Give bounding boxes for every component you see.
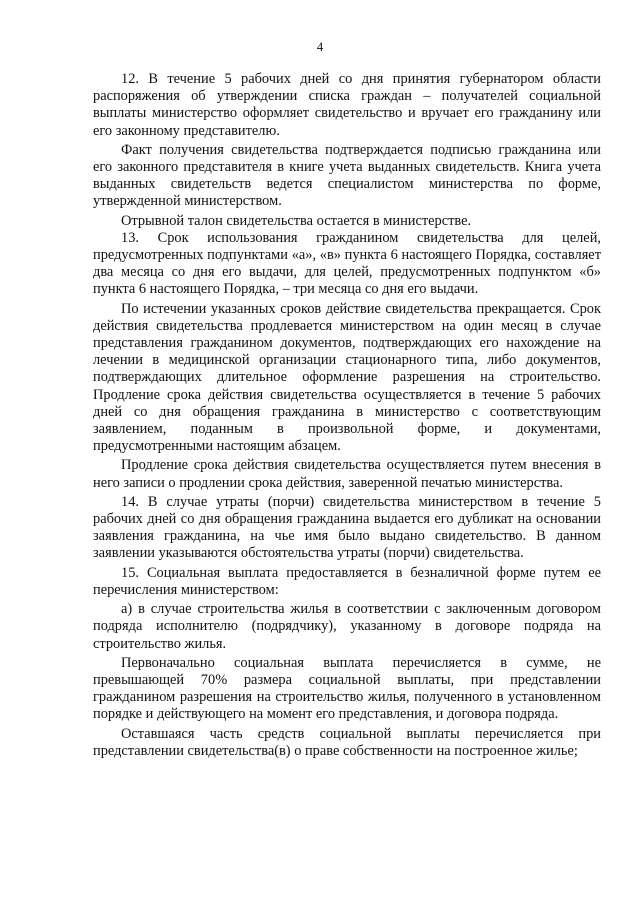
page-number: 4 xyxy=(316,39,324,54)
document-body xyxy=(93,71,601,760)
paragraph-13: 13. Срок использования гражданином свидетельства для целей, предусмотренных подпунктами «а», «в» пункта 6 настоящего Порядка, составляет два месяца со дня его выдачи, для целей, предусмотренных подпунктом «б» пункта 6 настоящего Порядка, – три месяца со дня его выдачи. xyxy=(93,229,601,298)
paragraph-tear-off-coupon: Отрывной талон свидетельства остается в министерстве. xyxy=(121,212,472,229)
paragraph-15-a: а) в случае строительства жилья в соответствии с заключенным договором подряда исполнителю (подрядчику), указанному в договоре подряда на строительство жилья. xyxy=(93,601,601,652)
paragraph-14: 14. В случае утраты (порчи) свидетельства министерством в течение 5 рабочих дней со дня обращения гражданина выдается его дубликат на основании заявления гражданина, на чье имя было выдано свидетельство. В данном заявлении указываются обстоятельства утраты (порчи) свидетельства. xyxy=(93,493,601,562)
paragraph-signature-registration: Факт получения свидетельства подтверждается подписью гражданина или его законного представителя в книге учета выданных свидетельств. Книга учета выданных свидетельств ведется специалистом министерства по форме, утвержденной министерством. xyxy=(93,141,601,210)
paragraph-12: 12. В течение 5 рабочих дней со дня принятия губернатором области распоряжения об утверждении списка граждан – получателей социальной выплаты министерство оформляет свидетельство и вручает его гражданину или его законному представителю. xyxy=(93,71,601,139)
paragraph-extension-record: Продление срока действия свидетельства осуществляется путем внесения в него записи о продлении срока действия, заверенной печатью министерства. xyxy=(93,457,601,491)
paragraph-remaining-payment: Оставшаяся часть средств социальной выплаты перечисляется при представлении свидетельства(в) о праве собственности на построенное жилье; xyxy=(93,725,601,759)
paragraph-15: 15. Социальная выплата предоставляется в безналичной форме путем ее перечисления министерством: xyxy=(93,564,601,598)
paragraph-expiry-extension: По истечении указанных сроков действие свидетельства прекращается. Срок действия свидетельства продлевается министерством на один месяц в случае представления гражданином документов, подтверждающих его нахождение на лечении в медицинской организации стационарного типа, либо документов, подтверждающих длительное оформление разрешения на строительство. Продление срока действия свидетельства осуществляется в течение 5 рабочих дней со дня обращения гражданина в министерство с соответствующим заявлением, поданным в произвольной форме, и документами, предусмотренными настоящим абзацем. xyxy=(93,300,601,455)
paragraph-initial-payment: Первоначально социальная выплата перечисляется в сумме, не превышающей 70% размера социальной выплаты, при представлении гражданином разрешения на строительство жилья, полученного в установленном порядке и действующего на момент его представления, и договора подряда. xyxy=(93,654,601,723)
